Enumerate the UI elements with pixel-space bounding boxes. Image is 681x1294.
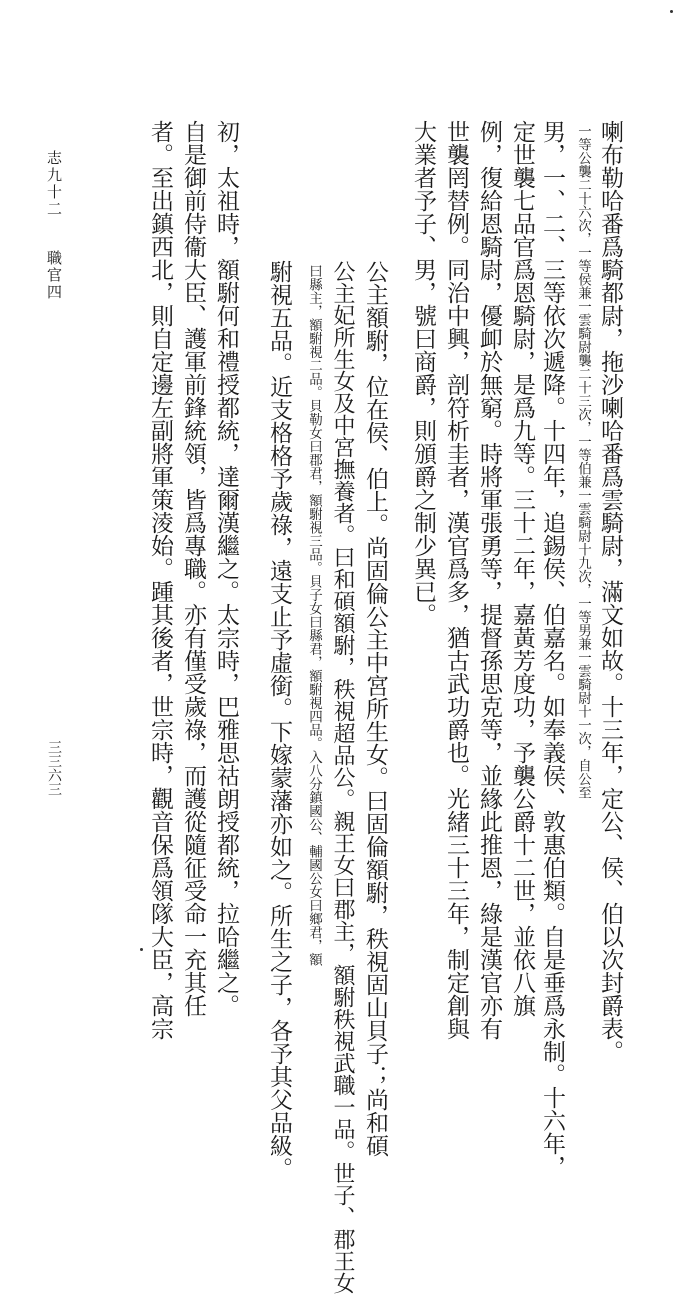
text-column-9: 公主妃所生女及中宮撫養者。曰和碩額駙，秩視超品公。親王女曰郡主，額駙秩視武職一品。世子、郡王女 xyxy=(330,260,355,1294)
annotation-column-2: 一等公襲二十六次，一等侯兼一雲騎尉襲二十三次，一等伯兼一雲騎尉十九次，一等男兼一雲騎尉十一次，自公至 xyxy=(575,124,591,799)
text-column-4: 定世襲七品官爲恩騎尉，是爲九等。三十二年，嘉黃芳度功，予襲公爵十二世，並依八旗 xyxy=(509,120,535,1017)
text-column-3: 男，一、二、三等依次遞降。十四年，追錫侯、伯嘉名。如奉義侯、敦惠伯類。自是垂爲永制。十六年， xyxy=(539,120,565,1178)
speck xyxy=(670,10,673,13)
text-column-14: 者。至出鎮西北，則自定邊左副將軍策淩始。踵其後者，世宗時，觀音保爲領隊大臣，高宗 xyxy=(147,120,173,1040)
running-header-volume: 志九十二 xyxy=(45,150,63,218)
running-header-section: 職官四 xyxy=(45,250,63,301)
text-column-7: 大業者予子、男，號曰商爵，則頒爵之制少異已。 xyxy=(410,120,436,626)
text-column-6: 世襲罔替例。同治中興，剖符析圭者，漢官爲多，猶古武功爵也。光緒三十三年，制定創與 xyxy=(443,120,469,1040)
text-column-5: 例，復給恩騎尉，優卹於無窮。時將軍張勇等，提督孫思克等，並緣此推恩，綠是漢官亦有 xyxy=(476,120,502,1040)
text-column-1: 喇布勒哈番爲騎都尉，拖沙喇哈番爲雲騎尉，滿文如故。十三年，定公、侯、伯以次封爵表。 xyxy=(597,120,623,1063)
text-column-12: 初，太祖時，額駙何和禮授都統，達爾漢繼之。太宗時，巴雅思祜朗授都統，拉哈繼之。 xyxy=(213,120,239,1017)
annotation-column-10: 曰縣主，額駙視二品。貝勒女曰郡君，額駙視三品。貝子女曰縣君，額駙視四品。入八分鎮國公、輔國公女曰鄉君，額 xyxy=(306,264,322,966)
text-column-13: 自是御前侍衞大臣、護軍前鋒統領，皆爲專職。亦有僅受歲祿，而護從隨征受命一充其任 xyxy=(180,120,206,1017)
speck xyxy=(140,948,143,951)
page-number: 三三六三 xyxy=(46,740,62,796)
text-column-11: 駙視五品。近支格格予歲祿，遠支止予虛銜。下嫁蒙藩亦如之。所生之子，各予其父品級。 xyxy=(266,260,292,1180)
text-column-8: 公主額駙，位在侯、伯上。尚固倫公主中宮所生女。曰固倫額駙，秩視固山貝子；尚和碩 xyxy=(362,260,388,1157)
